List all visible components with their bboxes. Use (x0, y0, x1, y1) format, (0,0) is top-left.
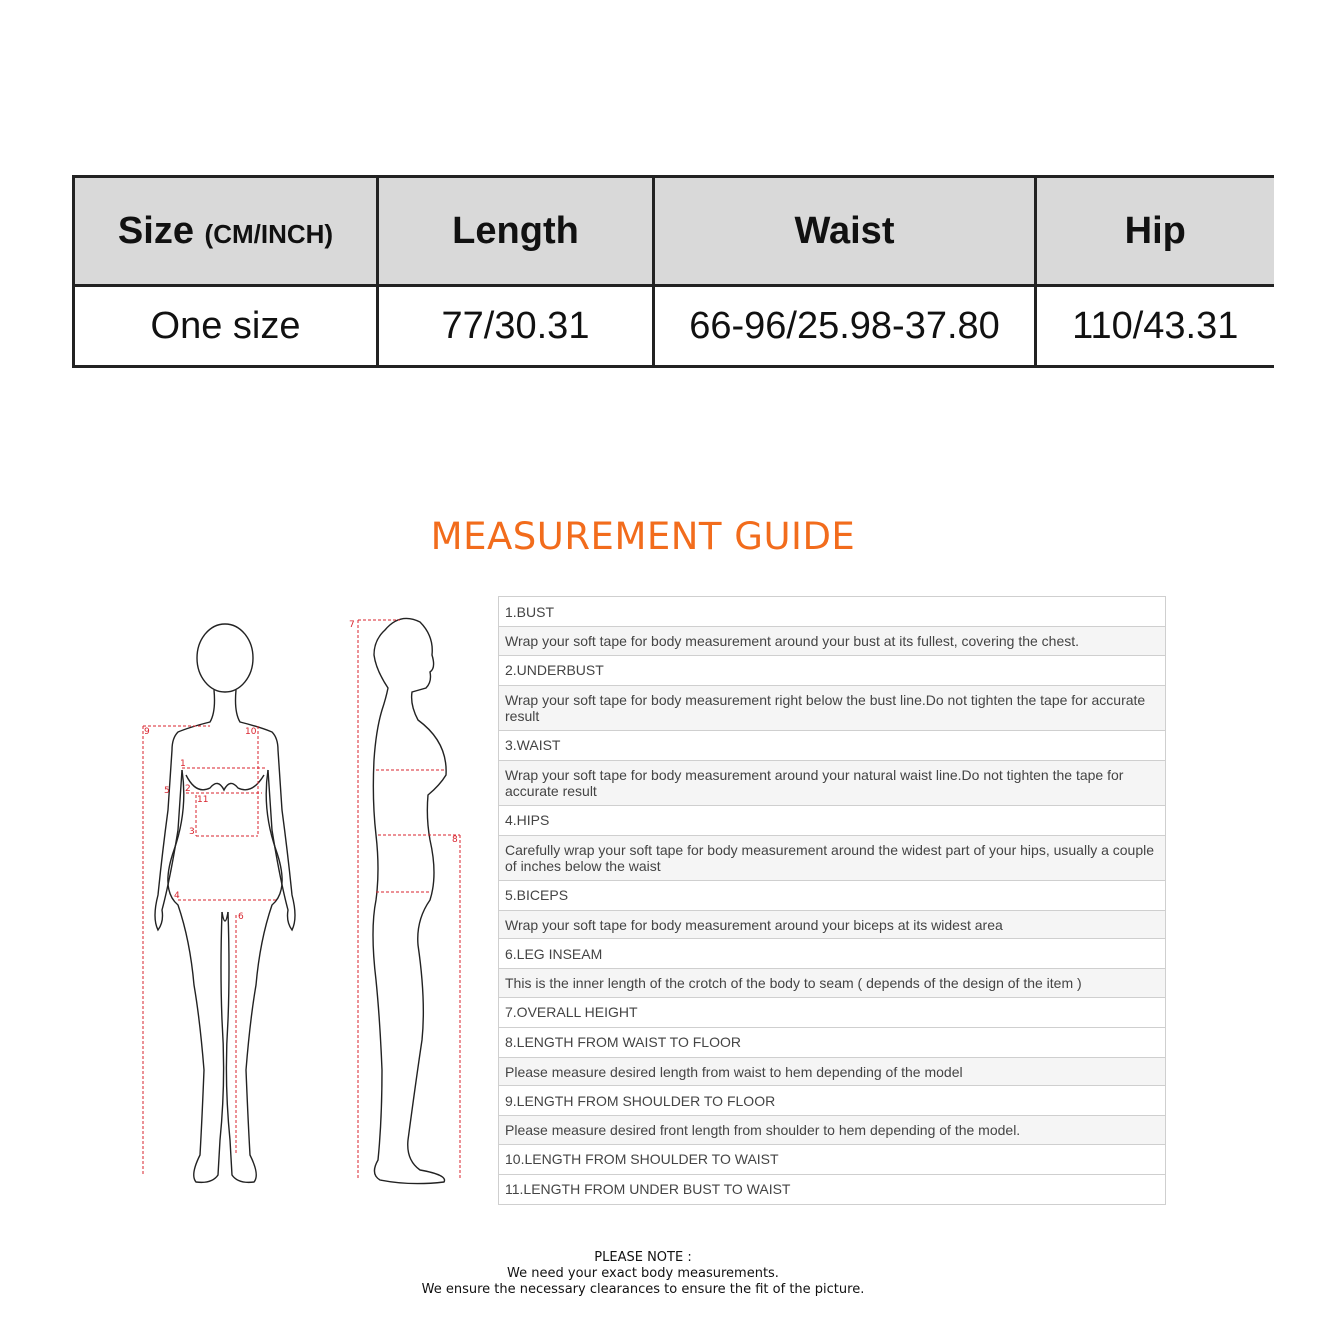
figure-label-9: 9 (144, 727, 150, 737)
front-figure (155, 624, 295, 1182)
figure-label-11: 11 (197, 795, 209, 805)
guide-row-description (499, 835, 1166, 880)
note-heading: PLEASE NOTE : (594, 1250, 692, 1265)
size-table (72, 175, 1274, 368)
guide-description-text: Wrap your soft tape for body measurement around your natural waist line.Do not tighten the tape for accurate result (499, 760, 1166, 805)
figure-label-3: 3 (189, 827, 195, 837)
guide-heading-text: 3.WAIST (499, 730, 1166, 760)
cell-hip: 110/43.31 (1036, 286, 1274, 367)
header-hip: Hip (1036, 177, 1274, 286)
guide-heading-text: 9.LENGTH FROM SHOULDER TO FLOOR (499, 1086, 1166, 1116)
header-size-unit: (CM/INCH) (204, 218, 334, 249)
guide-row-heading (499, 597, 1166, 627)
header-size (74, 177, 378, 286)
guide-row-description (499, 910, 1166, 939)
guide-heading-text: 6.LEG INSEAM (499, 939, 1166, 969)
side-figure (373, 618, 446, 1183)
figure-label-10: 10 (245, 727, 257, 737)
header-size-label: Size (117, 209, 194, 252)
guide-heading-text: 4.HIPS (499, 805, 1166, 835)
guide-heading-text: 7.OVERALL HEIGHT (499, 997, 1166, 1027)
guide-row-heading (499, 805, 1166, 835)
cell-size: One size (74, 286, 378, 367)
guide-row-heading (499, 1174, 1166, 1204)
header-waist: Waist (654, 177, 1036, 286)
note-line-1: We need your exact body measurements. (507, 1266, 779, 1281)
size-table-header-row (74, 177, 1274, 286)
body-figures-illustration (130, 600, 480, 1190)
guide-title: MEASUREMENT GUIDE (430, 515, 856, 558)
measurement-numbers (144, 620, 458, 922)
guide-description-text: Wrap your soft tape for body measurement right below the bust line.Do not tighten the tape for accurate result (499, 685, 1166, 730)
guide-description-text: Wrap your soft tape for body measurement around your bust at its fullest, covering the chest. (499, 627, 1166, 656)
note-line-2: We ensure the necessary clearances to ensure the fit of the picture. (421, 1282, 865, 1297)
guide-heading-text: 10.LENGTH FROM SHOULDER TO WAIST (499, 1144, 1166, 1174)
figure-label-7: 7 (349, 620, 355, 630)
guide-heading-text: 2.UNDERBUST (499, 655, 1166, 685)
guide-row-heading (499, 1144, 1166, 1174)
guide-row-description (499, 1057, 1166, 1086)
guide-description-text: Wrap your soft tape for body measurement around your biceps at its widest area (499, 910, 1166, 939)
figure-label-8: 8 (452, 835, 458, 845)
measurement-guide-table (498, 596, 1166, 1205)
please-note (0, 1250, 1286, 1298)
guide-heading-text: 5.BICEPS (499, 880, 1166, 910)
guide-row-heading (499, 730, 1166, 760)
guide-row-heading (499, 1027, 1166, 1057)
guide-row-description (499, 760, 1166, 805)
guide-row-description (499, 1116, 1166, 1145)
guide-description-text: Please measure desired length from waist to hem depending of the model (499, 1057, 1166, 1086)
guide-heading-text: 1.BUST (499, 597, 1166, 627)
guide-row-description (499, 969, 1166, 998)
figure-label-5: 5 (164, 786, 170, 796)
figure-label-2: 2 (185, 784, 191, 794)
guide-row-heading (499, 939, 1166, 969)
size-table-row (74, 286, 1274, 367)
guide-row-description (499, 627, 1166, 656)
guide-row-heading (499, 1086, 1166, 1116)
figure-label-6: 6 (238, 912, 244, 922)
guide-description-text: This is the inner length of the crotch of the body to seam ( depends of the design of the item ) (499, 969, 1166, 998)
guide-row-description (499, 685, 1166, 730)
guide-description-text: Please measure desired front length from shoulder to hem depending of the model. (499, 1116, 1166, 1145)
guide-heading-text: 11.LENGTH FROM UNDER BUST TO WAIST (499, 1174, 1166, 1204)
cell-length: 77/30.31 (378, 286, 654, 367)
guide-heading-text: 8.LENGTH FROM WAIST TO FLOOR (499, 1027, 1166, 1057)
cell-waist: 66-96/25.98-37.80 (654, 286, 1036, 367)
figure-label-1: 1 (180, 759, 186, 769)
guide-row-heading (499, 997, 1166, 1027)
guide-description-text: Carefully wrap your soft tape for body measurement around the widest part of your hips, usually a couple of inches below the waist (499, 835, 1166, 880)
guide-row-heading (499, 655, 1166, 685)
header-length: Length (378, 177, 654, 286)
guide-row-heading (499, 880, 1166, 910)
figure-label-4: 4 (174, 891, 180, 901)
